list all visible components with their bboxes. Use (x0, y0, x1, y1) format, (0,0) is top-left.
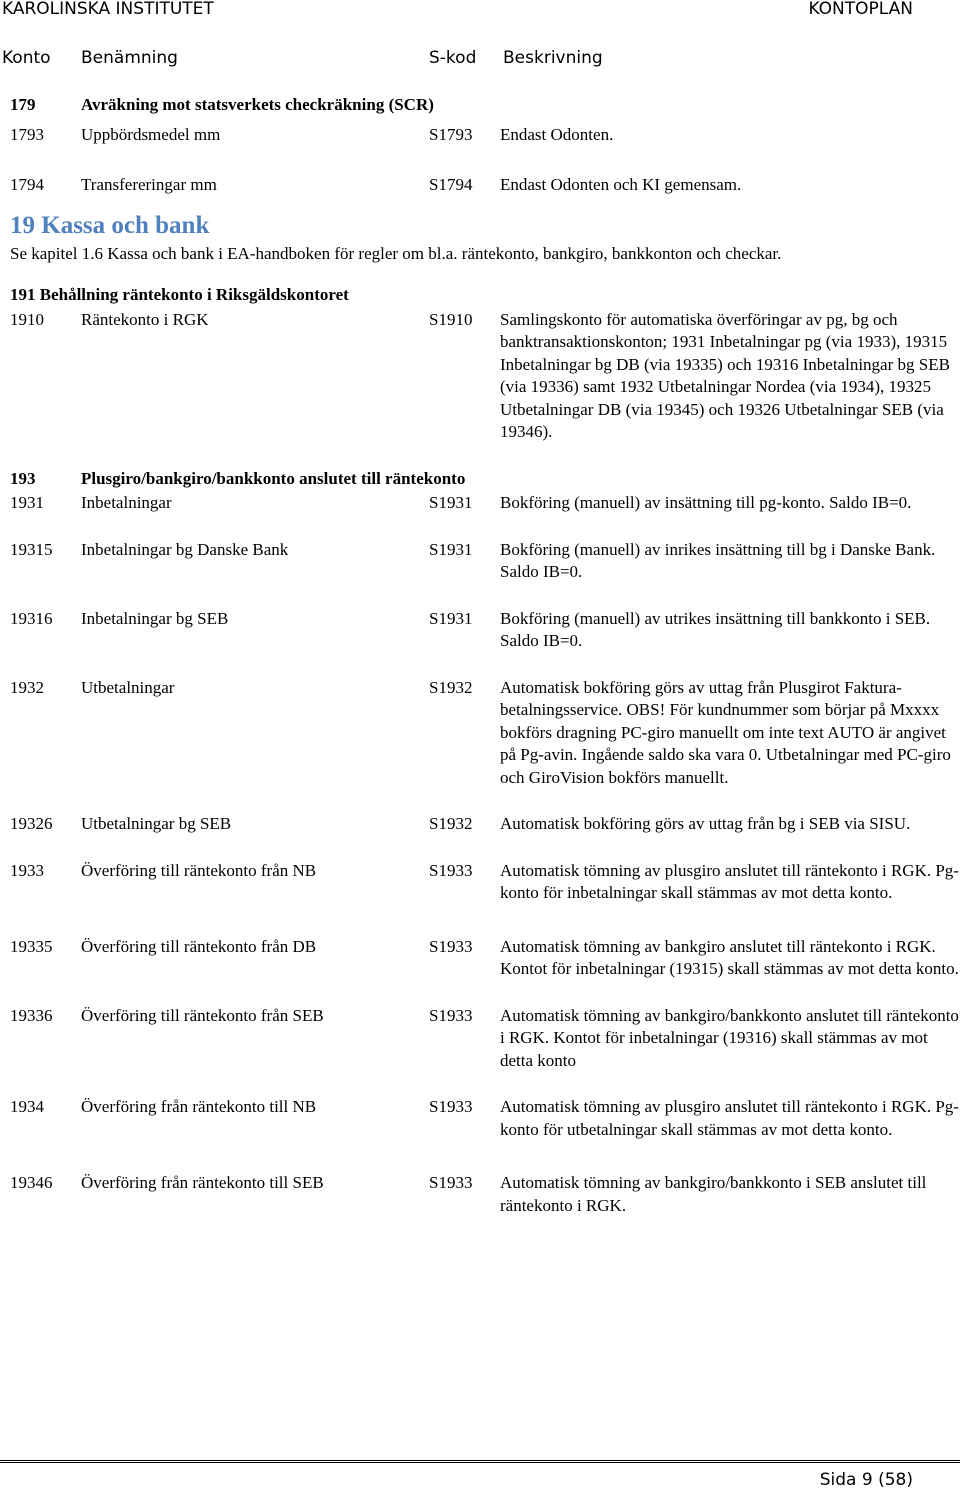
account-skod: S1933 (429, 860, 473, 880)
account-description: Automatisk bokföring görs av uttag från Plusgirot Faktura-betalningsservice. OBS! För kundnummer som börjar på Mxxxx bokförs dragning PC-giro manuellt om inte text AUTO är angivet på Pg-avin. Ingående saldo ska vara 0. Utbetalningar med PC-giro och GiroVision bokförs manuellt. (500, 677, 951, 787)
account-row (0, 492, 960, 515)
account-number: 1793 (10, 124, 44, 144)
account-row (0, 936, 960, 981)
account-description: Bokföring (manuell) av insättning till pg-konto. Saldo IB=0. (500, 493, 912, 512)
account-name: Transfereringar mm (81, 175, 217, 194)
account-skod: S1931 (429, 539, 473, 559)
account-skod: S1793 (429, 124, 473, 144)
column-skod: S-kod (429, 48, 477, 68)
account-row (0, 1005, 960, 1073)
section-heading: 19 Kassa och bank (10, 211, 210, 239)
account-description: Automatisk tömning av plusgiro anslutet till räntekonto i RGK. Pg-konto för inbetalningar skall stämmas av mot detta konto. (500, 860, 959, 902)
account-number: 1932 (10, 677, 44, 697)
account-name: Räntekonto i RGK (81, 309, 209, 329)
group-title: Plusgiro/bankgiro/bankkonto anslutet till räntekonto (81, 468, 466, 488)
account-row (0, 608, 960, 653)
group-heading (0, 284, 960, 307)
column-konto: Konto (2, 48, 51, 68)
account-name: Inbetalningar bg SEB (81, 608, 229, 628)
account-number: 19335 (10, 936, 53, 956)
account-name: Överföring till räntekonto från DB (81, 936, 317, 956)
account-description: Automatisk bokföring görs av uttag från bg i SEB via SISU. (500, 814, 911, 833)
institution-name: KAROLINSKA INSTITUTET (2, 0, 214, 19)
section-intro: Se kapitel 1.6 Kassa och bank i EA-handboken för regler om bl.a. räntekonto, bankgiro, bankkonton och checkar. (10, 243, 782, 263)
account-number: 19326 (10, 814, 53, 833)
account-name: Uppbördsmedel mm (81, 124, 221, 144)
account-description: Automatisk tömning av bankgiro anslutet till räntekonto i RGK. Kontot för inbetalningar (19315) skall stämmas av mot detta konto. (500, 936, 959, 978)
account-name: Överföring från räntekonto till NB (81, 1097, 317, 1116)
account-number: 1934 (10, 1097, 44, 1116)
account-row (0, 813, 960, 836)
account-number: 1933 (10, 860, 44, 880)
account-number: 1931 (10, 493, 44, 512)
account-row (0, 860, 960, 905)
account-number: 19316 (10, 608, 53, 628)
group-heading (0, 94, 960, 117)
account-name: Överföring till räntekonto från NB (81, 860, 317, 880)
group-heading (0, 468, 960, 491)
account-number: 19315 (10, 539, 53, 559)
account-name: Inbetalningar (81, 493, 172, 512)
account-name: Utbetalningar (81, 677, 175, 697)
account-number: 1794 (10, 175, 44, 194)
account-skod: S1933 (429, 1005, 473, 1025)
account-skod: S1931 (429, 608, 473, 628)
account-row (0, 174, 960, 197)
footer-divider (0, 1460, 960, 1463)
account-number: 19336 (10, 1005, 53, 1025)
account-row (0, 677, 960, 790)
account-number: 19346 (10, 1173, 53, 1192)
account-skod: S1932 (429, 677, 473, 697)
account-row (0, 1096, 960, 1141)
account-description: Bokföring (manuell) av inrikes insättning till bg i Danske Bank. Saldo IB=0. (500, 539, 936, 581)
account-skod: S1910 (429, 309, 473, 329)
account-name: Inbetalningar bg Danske Bank (81, 539, 289, 559)
account-skod: S1931 (429, 493, 473, 512)
account-skod: S1932 (429, 814, 473, 833)
document-title: KONTOPLAN (808, 0, 913, 19)
account-name: Utbetalningar bg SEB (81, 814, 232, 833)
account-name: Överföring till räntekonto från SEB (81, 1005, 324, 1025)
column-benamning: Benämning (81, 48, 178, 68)
account-description: Endast Odonten och KI gemensam. (500, 175, 742, 194)
account-description: Endast Odonten. (500, 124, 614, 144)
group-number: 193 (10, 468, 36, 488)
group-number: 179 (10, 95, 36, 114)
page-number: Sida 9 (58) (819, 1470, 913, 1490)
account-description: Bokföring (manuell) av utrikes insättning till bankkonto i SEB. Saldo IB=0. (500, 608, 931, 650)
account-name: Överföring från räntekonto till SEB (81, 1173, 324, 1192)
account-row (0, 1172, 960, 1217)
account-description: Automatisk tömning av bankgiro/bankkonto anslutet till räntekonto i RGK. Kontot för inbetalningar (19316) skall stämmas av mot detta konto (500, 1005, 959, 1070)
account-skod: S1933 (429, 936, 473, 956)
account-skod: S1933 (429, 1097, 473, 1116)
account-description: Automatisk tömning av bankgiro/bankkonto i SEB anslutet till räntekonto i RGK. (500, 1173, 927, 1215)
account-description: Samlingskonto för automatiska överföringar av pg, bg och banktransaktionskonton; 1931 Inbetalningar pg (via 1933), 19315 Inbetalningar bg DB (via 19335) och 19316 Inbetalningar bg SEB (via 19336) samt 1932 Utbetalningar Nordea (via 1934), 19325 Utbetalningar DB (via 19345) och 19326 Utbetalningar SEB (via 19346). (500, 309, 950, 441)
group-title: 191 Behållning räntekonto i Riksgäldskontoret (10, 285, 349, 304)
account-description: Automatisk tömning av plusgiro anslutet till räntekonto i RGK. Pg-konto för utbetalningar skall stämmas av mot detta konto. (500, 1097, 959, 1139)
account-list (0, 94, 960, 1217)
column-beskrivning: Beskrivning (503, 48, 603, 68)
account-row (0, 539, 960, 584)
account-skod: S1794 (429, 175, 473, 194)
column-header (0, 48, 960, 74)
account-skod: S1933 (429, 1173, 473, 1192)
group-title: Avräkning mot statsverkets checkräkning (SCR) (81, 95, 434, 114)
account-row (0, 124, 960, 147)
account-row (0, 309, 960, 444)
page-header (0, 0, 960, 22)
account-number: 1910 (10, 309, 44, 329)
